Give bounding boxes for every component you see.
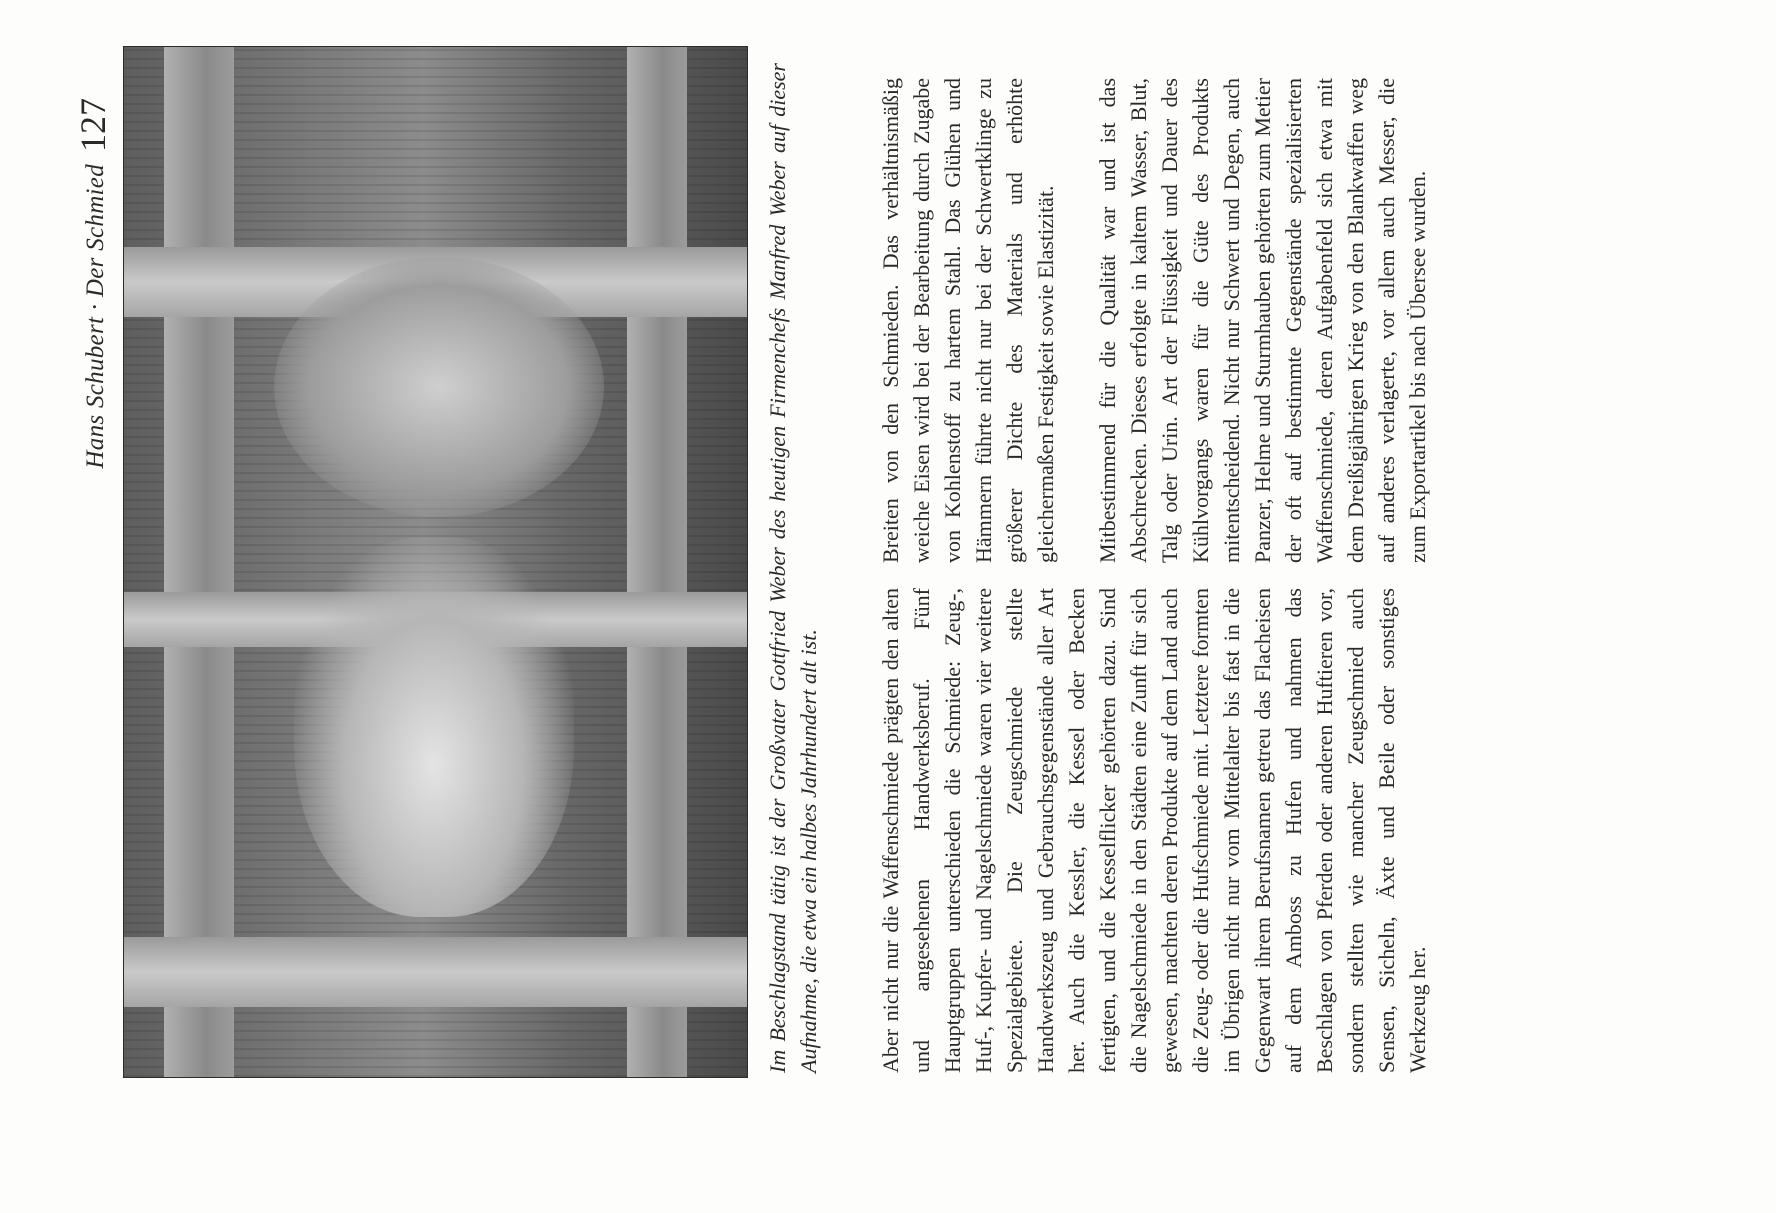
photo-beam-top <box>164 47 234 1077</box>
photo-smith-figure <box>274 257 604 517</box>
paragraph: Breiten von den Schmieden. Das verhältnismäßig weiche Eisen wird bei der Bearbeitung durch Zugabe von Kohlenstoff zu hartem Stahl. Das Glühen und Hämmern führte nicht nur bei der Schwertklinge zu größerer Dichte des Materials und erhöhte gleichermaßen Festigkeit sowie Elastizität. <box>878 78 1058 563</box>
blacksmith-photo <box>123 46 748 1078</box>
paragraph: Mitbestimmend für die Qualität war und ist das Abschrecken. Dieses erfolgte in kaltem Wasser, Blut, Talg oder Urin. Art der Flüssigkeit und Dauer des Kühlvorgangs waren für die Güte des Produkts mitentscheidend. Nicht nur Schwert und Degen, auch Panzer, Helme und Sturmhauben gehörten zum Metier der oft auf bestimmte Gegenstände spezialisierten Waffenschmiede, deren Aufgabenfeld sich etwa mit dem Dreißigjährigen Krieg von den Blankwaffen weg auf anderes verlagerte, vor allem auch Messer, die zum Exportartikel bis nach Übersee wurden. <box>1095 78 1430 563</box>
photo-horse <box>294 537 574 917</box>
photo-beam-bottom <box>627 47 687 1077</box>
page-number: 127 <box>73 98 113 152</box>
running-title: Hans Schubert · Der Schmied <box>82 164 109 469</box>
page-header <box>52 98 112 1073</box>
paragraph: Aber nicht nur die Waffenschmiede prägten den alten und angesehenen Handwerksberuf. Fünf Hauptgruppen unterschieden die Schmiede: Zeug-, Huf-, Kupfer- und Nagelschmiede waren vier weitere Spezialgebiete. Die Zeugschmiede stellte Handwerkszeug und Gebrauchsgegenstände aller Art her. Auch die Kessler, die Kessel oder Becken fertigten, und die Kesselflicker gehörten dazu. Sind die Nagelschmiede in den Städten eine Zunft für sich gewesen, machten deren Produkte auf dem Land auch die Zeug- oder die Hufschmiede mit. Letztere formten im Übrigen nicht nur vom Mittelalter bis fast in die Gegenwart ihrem Berufsnamen getreu das Flacheisen auf dem Amboss zu Hufen und nahmen das Beschlagen von Pferden oder anderen Huftieren vor, sondern stellten wie mancher Zeugschmied auch Sensen, Sicheln, Äxte und Beile oder sonstiges Werkzeug her. <box>878 588 1430 1073</box>
photo-caption: Im Beschlagstand tätig ist der Großvater Gottfried Weber des heutigen Firmenchefs Manfred Weber auf dieser Aufnahme, die etwa ein halbes Jahrhundert alt ist. <box>765 63 821 1073</box>
text-column-left <box>875 588 1433 1073</box>
text-column-right <box>875 78 1433 563</box>
photo-post-left <box>124 937 747 1007</box>
